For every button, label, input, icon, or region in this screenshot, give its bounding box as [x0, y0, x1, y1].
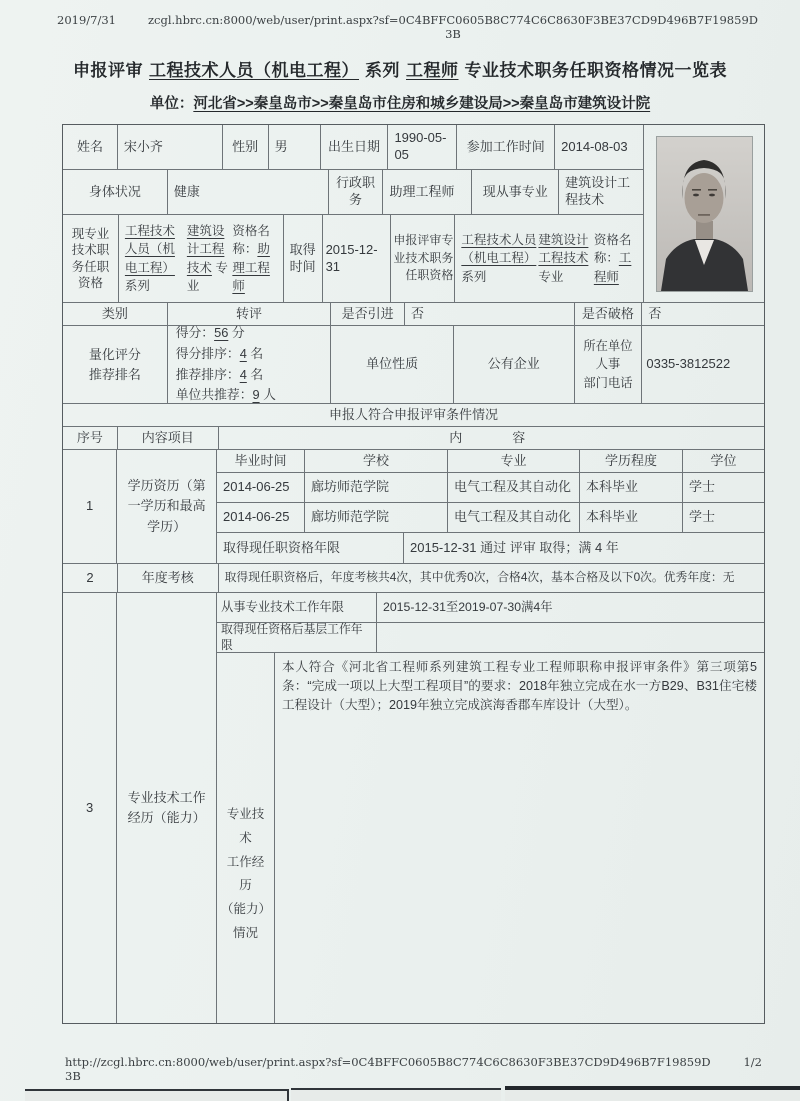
current-title-series-suffix: 系列: [124, 278, 150, 293]
applied-title-major-suffix: 专业: [538, 269, 564, 284]
section2-no: 2: [63, 564, 118, 593]
section1-item: 学历资历（第一学历和最高学历）: [117, 450, 217, 563]
conditions-column-head: [63, 427, 764, 450]
scan-edge-segment: [505, 1086, 800, 1101]
section2-item: 年度考核: [118, 564, 219, 593]
obtain-date-value: 2015-12-31: [323, 215, 392, 302]
score-line: 单位共推荐：9 人: [175, 387, 276, 403]
gender-value: 男: [269, 125, 321, 170]
unit-type-label: 单位性质: [331, 326, 454, 404]
qual-years-label: 取得现任职资格年限: [217, 533, 404, 563]
edu-degree: 学士: [683, 473, 764, 503]
applied-cert-label: 资格名称：: [593, 233, 632, 266]
section3-item: 专业技术工作经历（能力）: [117, 593, 217, 1023]
current-title-major-suffix: 专业: [186, 260, 228, 293]
section-education: [63, 450, 764, 564]
page-number: 1/2: [743, 1055, 762, 1069]
exception-label: 是否破格: [575, 303, 643, 326]
row-title-qualifications: [63, 215, 643, 302]
work-years-value: 2015-12-31至2019-07-30满4年: [377, 593, 764, 623]
hr-phone-label-line2: 部门电话: [583, 375, 633, 390]
photo-cell: [644, 125, 764, 302]
import-label: 是否引进: [331, 303, 405, 326]
admin-post-label: 行政职务: [329, 170, 384, 215]
score-values: [168, 326, 332, 404]
col-no: 序号: [63, 427, 118, 450]
title-rank: 工程师: [406, 61, 459, 80]
edu-degree: 学士: [683, 503, 764, 533]
row-basic-identity: [63, 125, 643, 170]
base-years-row: [217, 623, 764, 653]
print-header-url: zcgl.hbrc.cn:8000/web/user/print.aspx?sf=0C4BFFC0605B8C774C6C8630F3BE37CD9D496B7F19859D3B: [147, 13, 758, 41]
unit-path: 河北省>>秦皇岛市>>秦皇岛市住房和城乡建设局>>秦皇岛市建筑设计院: [193, 96, 651, 112]
unit-line: [0, 92, 800, 113]
applied-cert-name: 工程师: [593, 251, 632, 284]
edu-row: [217, 503, 764, 533]
admin-post-value: 助理工程师: [383, 170, 472, 215]
name-label: 姓名: [63, 125, 118, 170]
title-part3: 专业技术职务任职资格情况一览表: [464, 61, 727, 80]
section-work-experience: [63, 593, 764, 1023]
name-value: 宋小齐: [118, 125, 223, 170]
section-annual-review: [63, 564, 764, 593]
score-line: 推荐排序：4 名: [175, 366, 264, 382]
category-value: 转评: [168, 303, 332, 326]
edu-col-school: 学校: [305, 450, 448, 473]
current-title-value: [119, 215, 284, 302]
print-footer: [65, 1055, 762, 1083]
edu-school: 廊坊师范学院: [305, 503, 448, 533]
unit-label: 单位：: [149, 96, 194, 112]
current-title-label: 现专业技术职务任职资格: [63, 215, 119, 302]
section3-no: 3: [63, 593, 117, 1023]
conditions-header-row: [63, 404, 764, 427]
edu-header-row: [217, 450, 764, 473]
work-years-label: 从事专业技术工作年限: [217, 593, 377, 623]
obtain-date-label: 取得时间: [284, 215, 323, 302]
applied-title-series-suffix: 系列: [461, 269, 487, 284]
edu-level: 本科毕业: [580, 473, 683, 503]
birth-value: 1990-05-05: [388, 125, 457, 170]
import-value: 否: [405, 303, 575, 326]
work-start-label: 参加工作时间: [457, 125, 555, 170]
current-major-value: 建筑设计工程技术: [559, 170, 643, 215]
section2-content: 取得现任职资格后，年度考核共4次，其中优秀0次，合格4次，基本合格及以下0次。优秀年度：无: [219, 564, 764, 593]
edu-col-major: 专业: [448, 450, 580, 473]
edu-col-degree: 学位: [683, 450, 764, 473]
health-value: 健康: [168, 170, 329, 215]
experience-detail-text: 本人符合《河北省工程师系列建筑工程专业工程师职称申报评审条件》第三项第5条：“完成一项以上大型工程项目”的要求：2018年独立完成在水一方B29、B31住宅楼工程设计（大型）；2019年独立完成滨海香郡车库设计（大型）。: [282, 660, 757, 713]
current-title-series: 工程技术人员（机电工程）: [124, 224, 175, 275]
applied-title-series: 工程技术人员（机电工程）: [461, 233, 537, 266]
title-part1: 申报评审: [73, 61, 143, 80]
scan-edge-segment: [291, 1088, 501, 1101]
print-header: [0, 0, 800, 41]
applied-title-label: 申报评审专业技术职务任职资格: [391, 215, 455, 302]
qualification-years-row: [217, 533, 764, 563]
score-line: 得分排序：4 名: [175, 345, 264, 361]
top-block: [63, 125, 764, 303]
qualification-form-table: [62, 124, 765, 1024]
score-line: 得分：56 分: [175, 325, 245, 341]
base-years-label: 取得现任资格后基层工作年限: [217, 623, 377, 653]
row-category: [63, 303, 764, 326]
edu-school: 廊坊师范学院: [305, 473, 448, 503]
current-title-major: 建筑设计工程技术: [186, 224, 225, 275]
col-content: 内 容: [219, 427, 764, 450]
edu-grad-date: 2014-06-25: [217, 503, 305, 533]
title-part2: 系列: [365, 61, 400, 80]
score-label: [63, 326, 168, 404]
form-title: [0, 56, 800, 81]
category-label: 类别: [63, 303, 168, 326]
birth-label: 出生日期: [321, 125, 389, 170]
scan-edge-artifact: [0, 1085, 800, 1101]
title-series: 工程技术人员（机电工程）: [149, 61, 359, 80]
base-years-value: [377, 623, 764, 653]
scan-edge-segment: [25, 1089, 289, 1101]
current-cert-name: 助理工程师: [232, 242, 270, 293]
edu-major: 电气工程及其自动化: [448, 503, 580, 533]
edu-grad-date: 2014-06-25: [217, 473, 305, 503]
qual-years-value: 2015-12-31 通过 评审 取得；满 4 年: [410, 539, 619, 555]
hr-phone-label-line1: 所在单位人事: [583, 338, 633, 372]
row-score: [63, 326, 764, 404]
edu-col-level: 学历程度: [580, 450, 683, 473]
col-item: 内容项目: [118, 427, 219, 450]
row-basic-status: [63, 170, 643, 215]
applied-title-major: 建筑设计工程技术: [538, 233, 589, 266]
print-date: 2019/7/31: [57, 13, 116, 27]
hr-phone-label: [575, 326, 643, 404]
score-label-line2: 推荐排名: [88, 366, 141, 382]
current-cert-label: 资格名称：: [232, 224, 270, 257]
edu-row: [217, 473, 764, 503]
gender-label: 性别: [223, 125, 269, 170]
applied-title-value: [455, 215, 643, 302]
health-label: 身体状况: [63, 170, 168, 215]
edu-major: 电气工程及其自动化: [448, 473, 580, 503]
experience-detail-label: 专业技术 工作经历 （能力） 情况: [217, 653, 275, 1023]
edu-level: 本科毕业: [580, 503, 683, 533]
work-start-value: 2014-08-03: [555, 125, 643, 170]
unit-type-value: 公有企业: [454, 326, 575, 404]
exception-value: 否: [642, 303, 764, 326]
edu-col-grad-date: 毕业时间: [217, 450, 305, 473]
hr-phone-value: 0335-3812522: [642, 326, 764, 404]
experience-detail-row: [217, 653, 764, 1023]
photo-frame: [656, 136, 753, 292]
print-footer-url: http://zcgl.hbrc.cn:8000/web/user/print.aspx?sf=0C4BFFC0605B8C774C6C8630F3BE37CD9D496B7F19859D3B: [65, 1055, 711, 1083]
work-years-row: [217, 593, 764, 623]
score-label-line1: 量化评分: [88, 347, 141, 362]
section1-no: 1: [63, 450, 117, 563]
applicant-photo: [657, 137, 752, 291]
current-major-label: 现从事专业: [472, 170, 559, 215]
conditions-header: 申报人符合申报评审条件情况: [63, 404, 764, 427]
